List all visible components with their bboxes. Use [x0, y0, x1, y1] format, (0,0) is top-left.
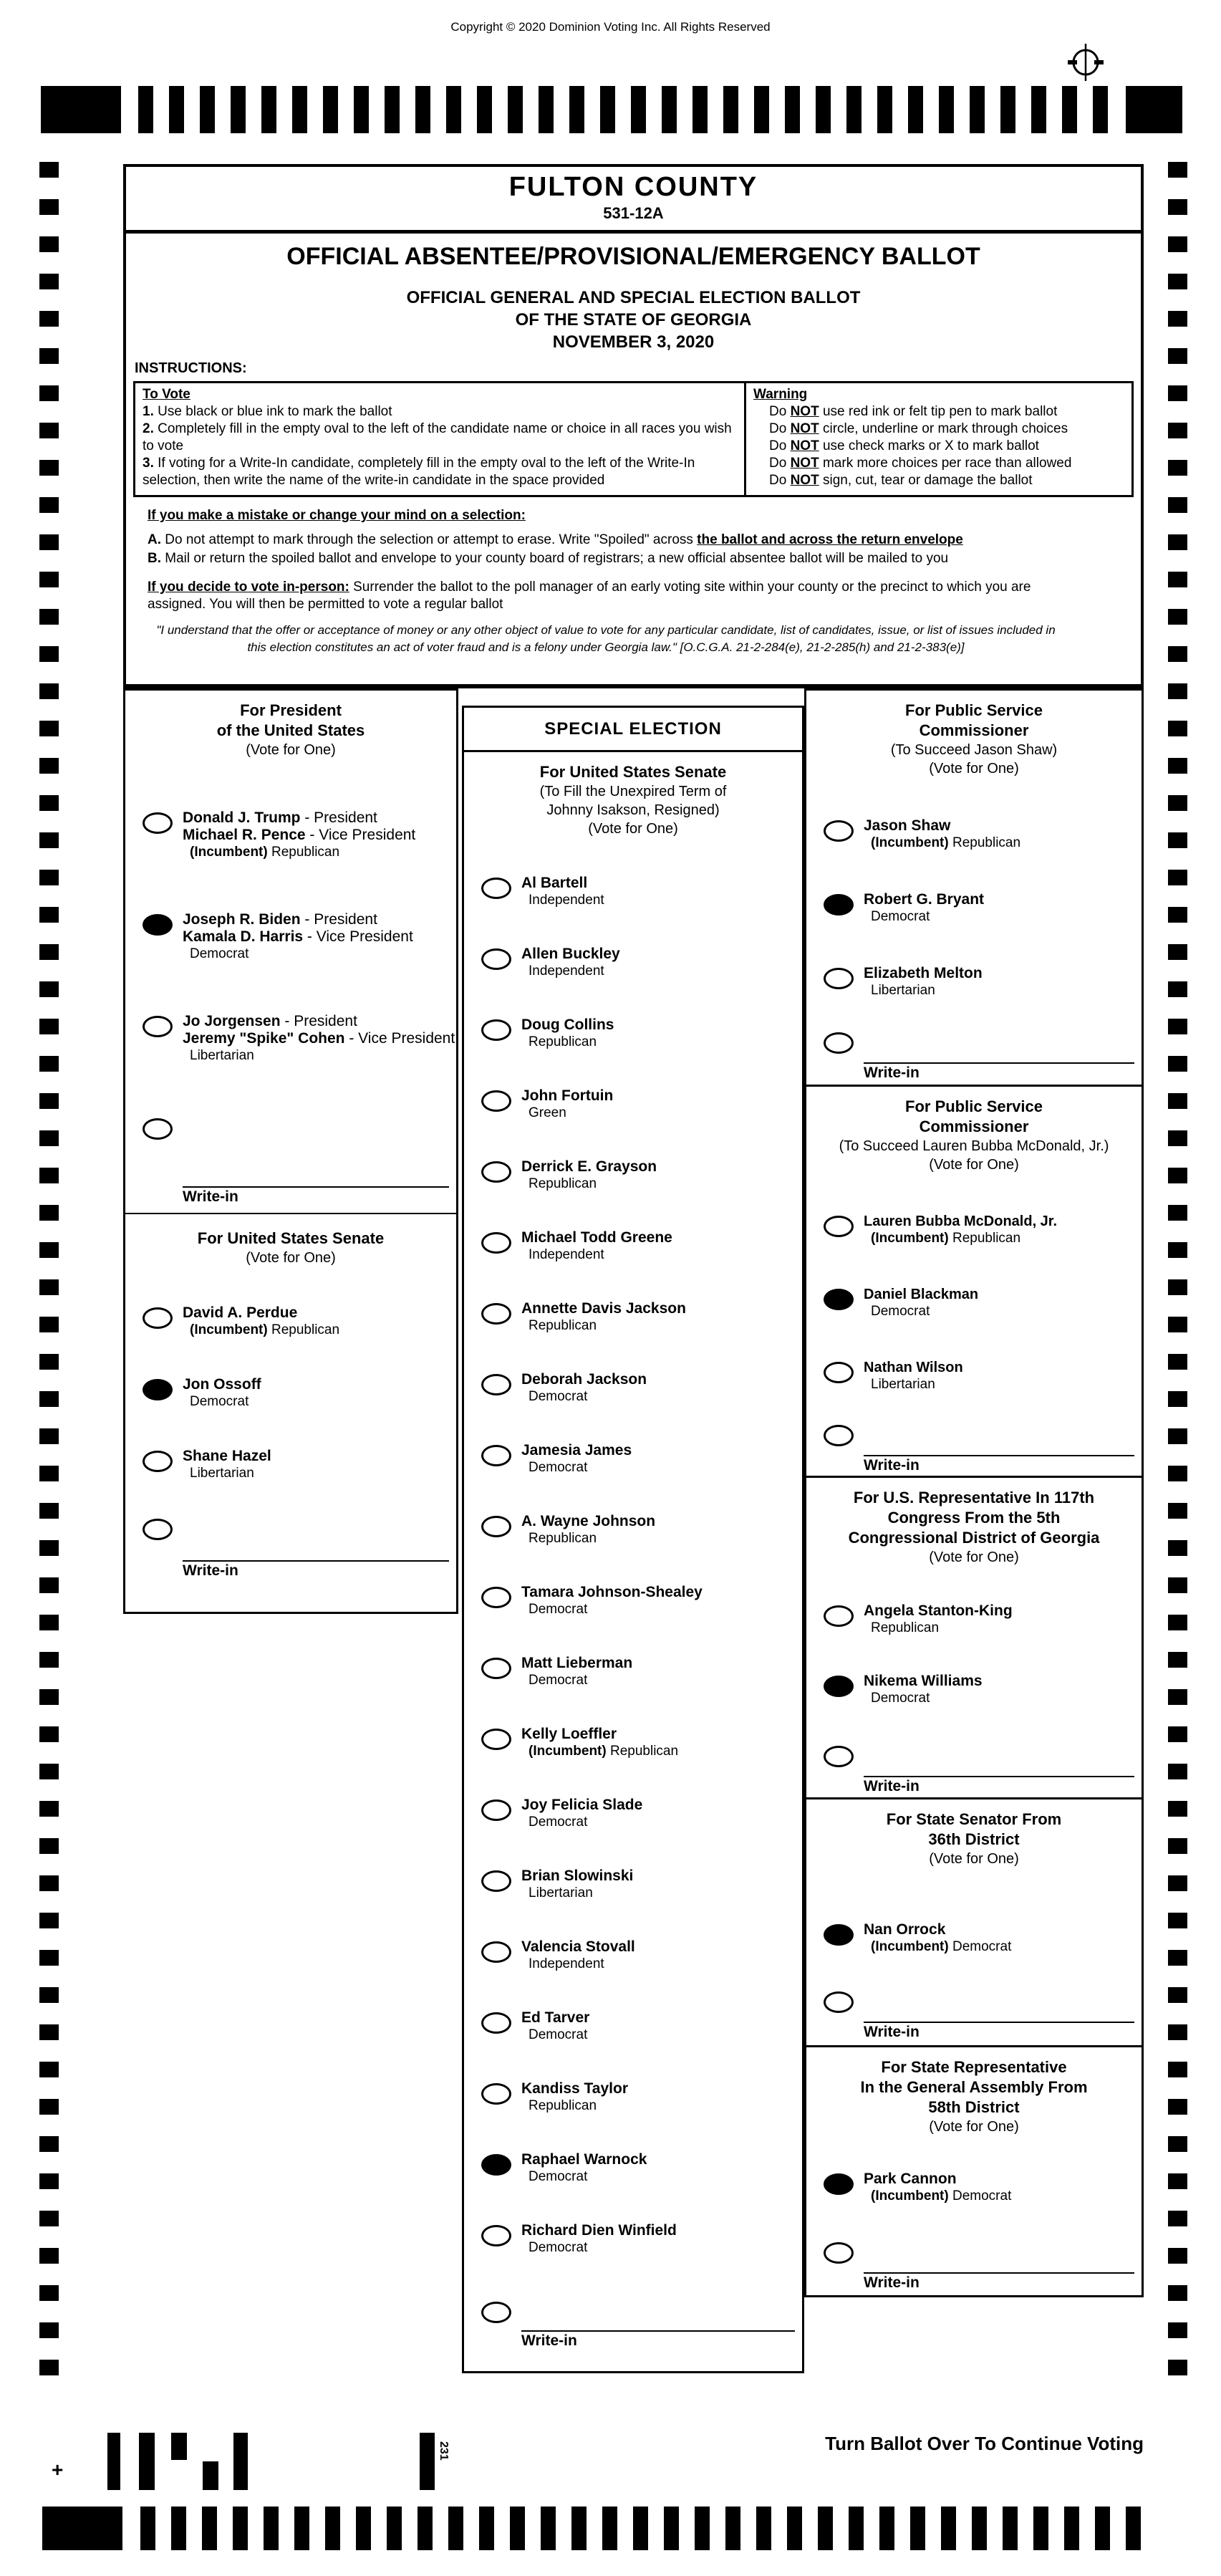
- candidate-row: [806, 1673, 1142, 1707]
- write-in-oval[interactable]: [824, 1425, 854, 1446]
- to-vote-item: 1. Use black or blue ink to mark the ballot: [143, 404, 392, 419]
- ballot-oval[interactable]: [481, 1658, 511, 1679]
- candidate-row: [125, 1448, 456, 1482]
- warning-item: Do NOT use red ink or felt tip pen to mark ballot: [769, 404, 1058, 419]
- candidate-row: [806, 1359, 1142, 1393]
- candidate-name: Allen Buckley: [521, 946, 620, 962]
- ballot-oval[interactable]: [481, 1870, 511, 1892]
- race-title-line: For President: [240, 701, 342, 719]
- middle-column: [462, 706, 804, 2373]
- special-election-banner: SPECIAL ELECTION: [464, 708, 802, 752]
- candidate-row: [806, 1602, 1142, 1637]
- candidate-name: Kandiss Taylor: [521, 2080, 628, 2097]
- candidate-row: [464, 1513, 802, 1547]
- candidate-name: Annette Davis Jackson: [521, 1300, 686, 1317]
- candidate-party: Democrat: [529, 1815, 588, 1830]
- candidate-row: [125, 1376, 456, 1410]
- candidate-row: [806, 965, 1142, 999]
- vote-for-label: (Vote for One): [929, 761, 1019, 777]
- write-in-line[interactable]: [864, 1062, 1134, 1064]
- candidate-row: [464, 1300, 802, 1335]
- race-title-line: For Public Service: [905, 1097, 1043, 1115]
- candidate-row: [464, 1371, 802, 1405]
- timing-marks-right: [1168, 162, 1187, 2385]
- barcode-bar: [233, 2433, 248, 2490]
- vote-for-label: (Vote for One): [588, 821, 678, 837]
- candidate-party: (Incumbent) Republican: [529, 1744, 679, 1759]
- candidate-name: Raphael Warnock: [521, 2151, 647, 2168]
- ballot-oval[interactable]: [481, 1516, 511, 1537]
- ballot-oval[interactable]: [143, 812, 173, 834]
- candidate-party: Republican: [529, 2098, 597, 2113]
- race-subtitle-line: (To Succeed Jason Shaw): [890, 742, 1058, 758]
- candidate-party: Democrat: [529, 1389, 588, 1404]
- write-in-line[interactable]: [864, 2272, 1134, 2274]
- candidate-name: Nan Orrock: [864, 1921, 946, 1938]
- race-title-line: of the United States: [216, 721, 365, 739]
- ballot-oval[interactable]: [481, 2083, 511, 2105]
- vote-for-label: (Vote for One): [929, 1157, 1019, 1173]
- write-in-label: Write-in: [864, 2274, 920, 2291]
- write-in-oval[interactable]: [143, 1519, 173, 1540]
- candidate-party: Libertarian: [190, 1048, 254, 1063]
- write-in-oval[interactable]: [824, 2242, 854, 2264]
- ballot-date: NOVEMBER 3, 2020: [552, 332, 715, 352]
- race-title-line: Congressional District of Georgia: [848, 1529, 1100, 1547]
- write-in-oval[interactable]: [824, 1032, 854, 1054]
- candidate-row: [464, 1017, 802, 1051]
- candidate-row: [464, 1868, 802, 1902]
- candidate-name: Nathan Wilson: [864, 1360, 963, 1375]
- candidate-name: Jo Jorgensen - President: [183, 1013, 357, 1029]
- candidate-name: Park Cannon: [864, 2171, 957, 2187]
- race-state-senator-36: [804, 1797, 1144, 2047]
- candidate-name: Deborah Jackson: [521, 1371, 647, 1388]
- warning-item: Do NOT circle, underline or mark through choices: [769, 421, 1068, 436]
- candidate-name: Jamesia James: [521, 1442, 632, 1458]
- write-in-line[interactable]: [864, 2022, 1134, 2023]
- ballot-oval[interactable]: [481, 1232, 511, 1254]
- candidate-name: Richard Dien Winfield: [521, 2222, 677, 2239]
- candidate-party: Democrat: [529, 1460, 588, 1475]
- candidate-name: Joseph R. Biden - President: [183, 911, 377, 928]
- race-psc-shaw: [804, 688, 1144, 1087]
- ballot-oval[interactable]: [143, 1451, 173, 1472]
- candidate-party: Democrat: [871, 1691, 930, 1706]
- mistake-item-a: A. Do not attempt to mark through the selection or attempt to erase. Write "Spoiled" across the ballot and across the return envelope: [148, 532, 963, 547]
- candidate-name: Robert G. Bryant: [864, 891, 985, 908]
- candidate-name: Tamara Johnson-Shealey: [521, 1584, 703, 1600]
- candidate-running-mate: Kamala D. Harris - Vice President: [183, 928, 413, 945]
- race-title-line: For State Representative: [881, 2058, 1067, 2076]
- mistake-title: If you make a mistake or change your mind on a selection:: [148, 508, 526, 523]
- candidate-name: Lauren Bubba McDonald, Jr.: [864, 1213, 1058, 1229]
- candidate-row: [464, 946, 802, 980]
- county-header: [126, 167, 1141, 234]
- warning-title: Warning: [753, 387, 808, 402]
- candidate-row: [464, 2009, 802, 2044]
- write-in-oval[interactable]: [824, 1746, 854, 1767]
- registration-crosshair-icon: [1065, 42, 1106, 83]
- ballot-oval[interactable]: [824, 1216, 854, 1237]
- candidate-party: Libertarian: [871, 983, 935, 998]
- candidate-name: Joy Felicia Slade: [521, 1797, 643, 1813]
- warning-cell: [746, 383, 1131, 495]
- ballot-oval[interactable]: [143, 1379, 173, 1400]
- candidate-party: Independent: [529, 1247, 604, 1262]
- candidate-row: [464, 1655, 802, 1689]
- write-in-oval[interactable]: [824, 1991, 854, 2013]
- candidate-party: Democrat: [871, 909, 930, 924]
- candidate-row: [464, 1442, 802, 1476]
- candidate-party: Democrat: [529, 1673, 588, 1688]
- candidate-party: Libertarian: [190, 1466, 254, 1481]
- candidate-name: Ed Tarver: [521, 2009, 590, 2026]
- ballot-oval[interactable]: [481, 1374, 511, 1395]
- candidate-party: Republican: [529, 1034, 597, 1049]
- race-title-line: Commissioner: [919, 721, 1029, 739]
- ballot-oval[interactable]: [481, 1161, 511, 1183]
- candidate-row: [806, 891, 1142, 926]
- candidate-name: Shane Hazel: [183, 1448, 271, 1464]
- candidate-running-mate: Jeremy "Spike" Cohen - Vice President: [183, 1030, 455, 1047]
- write-in-line[interactable]: [864, 1776, 1134, 1777]
- write-in-line[interactable]: [521, 2330, 795, 2332]
- race-state-rep-58: [804, 2045, 1144, 2297]
- candidate-party: Republican: [871, 1620, 940, 1635]
- warning-item: Do NOT sign, cut, tear or damage the ballot: [769, 473, 1033, 488]
- write-in-row: [125, 1115, 456, 1206]
- vote-for-label: (Vote for One): [246, 742, 336, 758]
- to-vote-cell: [135, 383, 744, 495]
- to-vote-item: 2. Completely fill in the empty oval to the left of the candidate name or choice in all races you wish to vote: [143, 421, 732, 453]
- ballot-subtitle-2: OF THE STATE OF GEORGIA: [515, 310, 752, 330]
- candidate-party: Democrat: [190, 1394, 249, 1409]
- write-in-label: Write-in: [864, 2024, 920, 2040]
- race-title-line: 58th District: [928, 2098, 1020, 2116]
- candidate-row: [464, 1797, 802, 1831]
- ballot-oval[interactable]: [481, 1941, 511, 1963]
- candidate-name: John Fortuin: [521, 1087, 614, 1104]
- candidate-row: [464, 1938, 802, 1973]
- write-in-oval[interactable]: [481, 2302, 511, 2323]
- race-us-senate: [125, 1214, 456, 1580]
- warning-item: Do NOT mark more choices per race than allowed: [769, 456, 1072, 471]
- candidate-party: (Incumbent) Republican: [871, 835, 1021, 850]
- race-title-line: For State Senator From: [886, 1810, 1062, 1828]
- candidate-party: Democrat: [529, 2240, 588, 2255]
- precinct-code: 531-12A: [603, 204, 664, 222]
- candidate-party: (Incumbent) Republican: [190, 1322, 340, 1337]
- write-in-label: Write-in: [864, 1457, 920, 1474]
- ballot-oval[interactable]: [481, 1090, 511, 1112]
- ballot-oval[interactable]: [824, 820, 854, 842]
- ballot-oval[interactable]: [481, 1729, 511, 1750]
- additional-instructions: [126, 497, 1086, 656]
- candidate-row: [464, 1158, 802, 1193]
- candidate-row: [464, 1726, 802, 1760]
- ballot-oval[interactable]: [824, 968, 854, 989]
- ballot-oval[interactable]: [481, 1445, 511, 1466]
- vote-for-label: (Vote for One): [929, 2119, 1019, 2135]
- ballot-oval[interactable]: [824, 1924, 854, 1946]
- race-title-line: For United States Senate: [197, 1229, 385, 1247]
- write-in-line[interactable]: [183, 1186, 449, 1188]
- candidate-party: Libertarian: [529, 1885, 593, 1900]
- candidate-party: Republican: [529, 1318, 597, 1333]
- write-in-row: [806, 1743, 1142, 1795]
- candidate-name: David A. Perdue: [183, 1304, 298, 1321]
- candidate-party: Democrat: [529, 2027, 588, 2042]
- write-in-line[interactable]: [864, 1455, 1134, 1456]
- timing-marks-top: [0, 86, 1221, 133]
- write-in-label: Write-in: [864, 1064, 920, 1081]
- candidate-row: [464, 1087, 802, 1122]
- candidate-name: Angela Stanton-King: [864, 1602, 1013, 1619]
- ballot-oval[interactable]: [481, 878, 511, 899]
- candidate-name: Brian Slowinski: [521, 1868, 634, 1884]
- instructions-box: [133, 381, 1134, 497]
- copyright-text: Copyright © 2020 Dominion Voting Inc. All Rights Reserved: [450, 20, 771, 34]
- ballot-oval[interactable]: [824, 1605, 854, 1627]
- vote-for-label: (Vote for One): [246, 1250, 336, 1266]
- barcode-bar: [107, 2433, 120, 2490]
- instructions-label: INSTRUCTIONS:: [135, 360, 247, 376]
- candidate-row: [464, 2151, 802, 2186]
- candidate-party: (Incumbent) Republican: [190, 845, 340, 860]
- candidate-row: [806, 1213, 1142, 1247]
- candidate-row: [125, 1013, 456, 1064]
- ballot-oval[interactable]: [481, 2225, 511, 2246]
- candidate-name: Jon Ossoff: [183, 1376, 261, 1393]
- candidate-name: Doug Collins: [521, 1017, 614, 1033]
- to-vote-title: To Vote: [143, 387, 190, 402]
- candidate-name: Nikema Williams: [864, 1673, 983, 1689]
- race-us-rep-5th: [804, 1476, 1144, 1799]
- candidate-name: Valencia Stovall: [521, 1938, 635, 1955]
- ballot-header-section: [123, 164, 1144, 688]
- candidate-party: (Incumbent) Republican: [871, 1231, 1021, 1246]
- candidate-row: [806, 2171, 1142, 2205]
- candidate-row: [464, 1229, 802, 1264]
- ballot-oval[interactable]: [481, 948, 511, 970]
- write-in-label: Write-in: [521, 2332, 577, 2349]
- candidate-name: Al Bartell: [521, 875, 588, 891]
- candidate-name: Michael Todd Greene: [521, 1229, 672, 1246]
- candidate-party: Independent: [529, 1956, 604, 1971]
- candidate-row: [125, 911, 456, 963]
- race-subtitle-line: (To Fill the Unexpired Term of: [539, 784, 727, 799]
- candidate-name: Elizabeth Melton: [864, 965, 983, 981]
- candidate-party: Democrat: [190, 946, 249, 961]
- candidate-name: Donald J. Trump - President: [183, 809, 377, 826]
- write-in-oval[interactable]: [143, 1118, 173, 1140]
- barcode-bar: [171, 2433, 187, 2460]
- candidate-party: Independent: [529, 893, 604, 908]
- ballot-subtitle-1: OFFICIAL GENERAL AND SPECIAL ELECTION BALLOT: [406, 288, 861, 307]
- ballot-oval[interactable]: [143, 914, 173, 936]
- write-in-row: [806, 1989, 1142, 2041]
- vote-for-label: (Vote for One): [929, 1549, 1019, 1565]
- write-in-row: [806, 2239, 1142, 2292]
- write-in-row: [125, 1516, 456, 1580]
- to-vote-item: 3. If voting for a Write-In candidate, completely fill in the empty oval to the left of the Write-In selection, then write the name of the write-in candidate in the space provided: [143, 456, 695, 488]
- candidate-name: Derrick E. Grayson: [521, 1158, 657, 1175]
- ballot-oval[interactable]: [481, 2012, 511, 2034]
- ballot-oval[interactable]: [143, 1307, 173, 1329]
- candidate-name: Daniel Blackman: [864, 1287, 979, 1302]
- candidate-party: Democrat: [529, 1602, 588, 1617]
- race-title-line: For U.S. Representative In 117th: [853, 1489, 1095, 1506]
- candidate-name: Jason Shaw: [864, 817, 951, 834]
- candidate-row: [464, 2080, 802, 2115]
- ballot-oval[interactable]: [481, 1799, 511, 1821]
- candidate-name: A. Wayne Johnson: [521, 1513, 656, 1529]
- candidate-party: Democrat: [871, 1304, 930, 1319]
- candidate-name: Matt Lieberman: [521, 1655, 633, 1671]
- race-psc-mcdonald: [804, 1085, 1144, 1478]
- write-in-row: [806, 1422, 1142, 1474]
- candidate-row: [806, 1286, 1142, 1320]
- race-title-line: Commissioner: [919, 1118, 1029, 1135]
- race-title-line: 36th District: [928, 1830, 1020, 1848]
- write-in-label: Write-in: [183, 1188, 238, 1205]
- affidavit-text: "I understand that the offer or acceptance of money or any other object of value to vote for any particular candidate, list of candidates, issue, or list of issues included in this election constitutes an act of voter fraud and is a felony under Georgia law." [O.C.G.A. 21-2-284(e), 21-2-285(h) and 21-2-383(e)]: [156, 623, 1056, 654]
- race-title-line: For United States Senate: [539, 763, 727, 781]
- timing-marks-left: [39, 162, 59, 2385]
- race-subtitle-line: Johnny Isakson, Resigned): [546, 802, 720, 818]
- ballot-oval[interactable]: [143, 1016, 173, 1037]
- warning-item: Do NOT use check marks or X to mark ballot: [769, 438, 1039, 453]
- write-in-label: Write-in: [183, 1562, 238, 1579]
- candidate-party: Libertarian: [871, 1377, 935, 1392]
- ballot-oval[interactable]: [481, 2154, 511, 2176]
- ballot-oval[interactable]: [824, 1676, 854, 1697]
- timing-marks-bottom: [0, 2507, 1221, 2550]
- turn-ballot-over-text: Turn Ballot Over To Continue Voting: [825, 2433, 1144, 2454]
- write-in-label: Write-in: [864, 1778, 920, 1794]
- vote-for-label: (Vote for One): [929, 1851, 1019, 1867]
- ballot-oval[interactable]: [824, 894, 854, 915]
- candidate-row: [806, 817, 1142, 852]
- candidate-party: (Incumbent) Democrat: [871, 1939, 1012, 1954]
- race-title-line: In the General Assembly From: [860, 2078, 1088, 2096]
- candidate-name: Kelly Loeffler: [521, 1726, 617, 1742]
- candidate-party: Green: [529, 1105, 566, 1120]
- barcode-bar: [203, 2461, 218, 2490]
- ballot-oval[interactable]: [481, 1019, 511, 1041]
- race-title-line: Congress From the 5th: [887, 1509, 1061, 1527]
- candidate-running-mate: Michael R. Pence - Vice President: [183, 827, 416, 843]
- candidate-row: [464, 2222, 802, 2257]
- ballot-oval[interactable]: [481, 1303, 511, 1325]
- ballot-oval[interactable]: [824, 1289, 854, 1310]
- candidate-row: [125, 809, 456, 861]
- stub-bar: [420, 2433, 435, 2490]
- candidate-party: (Incumbent) Democrat: [871, 2188, 1012, 2203]
- county-name: FULTON COUNTY: [508, 172, 758, 202]
- write-in-row: [806, 1029, 1142, 1082]
- left-column: [123, 688, 458, 1614]
- race-title-line: For Public Service: [905, 701, 1043, 719]
- candidate-row: [125, 1304, 456, 1339]
- ballot-title: OFFICIAL ABSENTEE/PROVISIONAL/EMERGENCY BALLOT: [286, 243, 980, 270]
- mistake-item-b: B. Mail or return the spoiled ballot and envelope to your county board of registrars; a new official absentee ballot will be mailed to you: [148, 551, 949, 566]
- candidate-row: [464, 1584, 802, 1618]
- race-us-senate-special: [464, 752, 802, 2350]
- write-in-row: [464, 2299, 802, 2350]
- stub-number: 231: [438, 2441, 450, 2461]
- ballot-oval[interactable]: [824, 2173, 854, 2195]
- barcode-bar: [139, 2433, 155, 2490]
- corner-alignment-mark: +: [52, 2459, 64, 2481]
- candidate-party: Democrat: [529, 2169, 588, 2184]
- candidate-row: [806, 1921, 1142, 1956]
- write-in-line[interactable]: [183, 1560, 449, 1562]
- candidate-party: Republican: [529, 1531, 597, 1546]
- ballot-oval[interactable]: [481, 1587, 511, 1608]
- race-president: [125, 691, 456, 1206]
- in-person-instructions: If you decide to vote in-person: Surrender the ballot to the poll manager of an early voting site within your county or the precinct to which you are assigned. You will then be permitted to vote a regular ballot: [148, 580, 1031, 612]
- candidate-row: [464, 875, 802, 909]
- race-subtitle-line: (To Succeed Lauren Bubba McDonald, Jr.): [839, 1138, 1109, 1154]
- candidate-party: Republican: [529, 1176, 597, 1191]
- ballot-oval[interactable]: [824, 1362, 854, 1383]
- candidate-party: Independent: [529, 963, 604, 979]
